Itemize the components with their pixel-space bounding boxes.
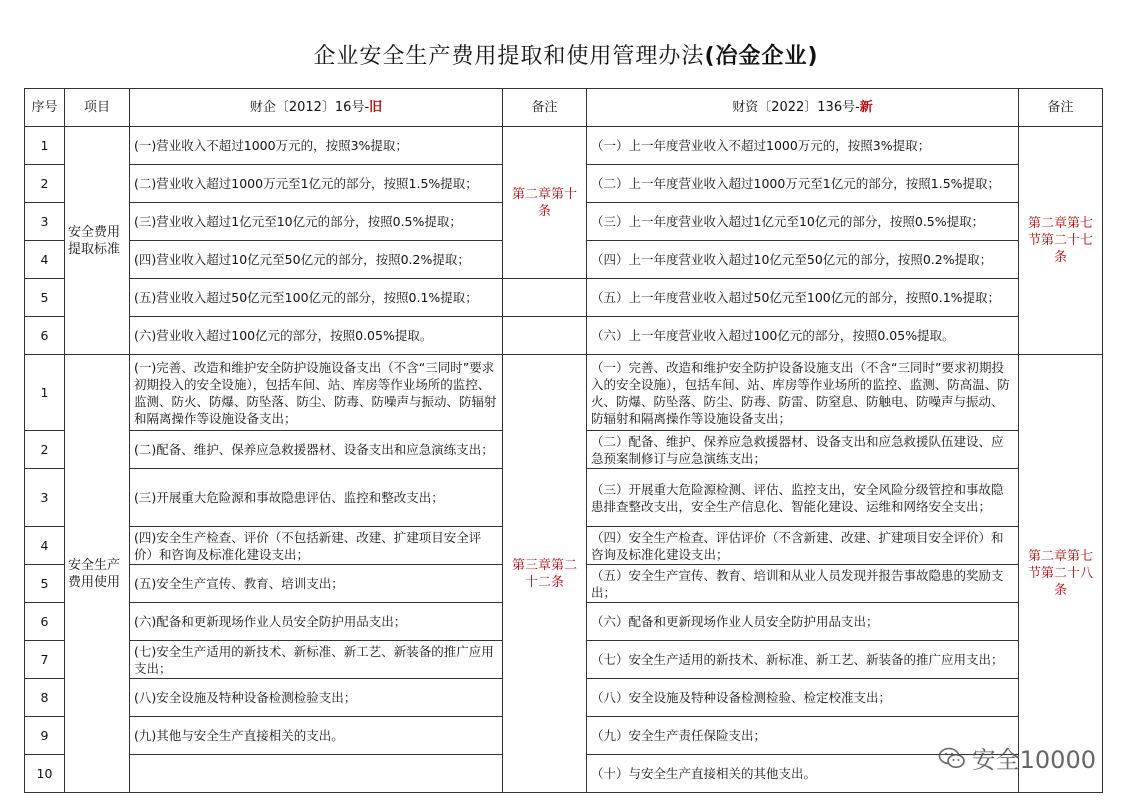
new-cell: （四）安全生产检查、评估评价（不含新建、改建、扩建项目安全评价）和咨询及标准化建设支出； (587, 527, 1019, 565)
new-cell: （五）安全生产宣传、教育、培训和从业人员发现并报告事故隐患的奖励支出； (587, 565, 1019, 603)
new-cell: （六）上一年度营业收入超过100亿元的部分，按照0.05%提取。 (587, 317, 1019, 355)
old-cell: (四)营业收入超过10亿元至50亿元的部分，按照0.2%提取； (130, 241, 503, 279)
comparison-table (24, 88, 1103, 793)
new-cell: （六）配备和更新现场作业人员安全防护用品支出； (587, 603, 1019, 641)
row-no: 10 (25, 755, 65, 793)
title-main: 企业安全生产费用提取和使用管理办法 (313, 44, 705, 69)
empty-remark (503, 317, 587, 355)
table-row (25, 127, 1103, 165)
old-cell: (六)营业收入超过100亿元的部分，按照0.05%提取。 (130, 317, 503, 355)
new-cell: （二）配备、维护、保养应急救援器材、设备支出和应急救援队伍建设、应急预案制修订与应急演练支出； (587, 431, 1019, 469)
old-cell: (四)安全生产检查、评价（不包括新建、改建、扩建项目安全评价）和咨询及标准化建设支出； (130, 527, 503, 565)
row-no: 3 (25, 469, 65, 527)
row-no: 9 (25, 717, 65, 755)
new-cell: （十）与安全生产直接相关的其他支出。 (587, 755, 1019, 793)
new-cell: （七）安全生产适用的新技术、新标准、新工艺、新装备的推广应用支出； (587, 641, 1019, 679)
old-cell (130, 755, 503, 793)
header-new-doc: 财资〔2022〕136号-新 (587, 89, 1019, 127)
row-no: 5 (25, 565, 65, 603)
old-cell: (三)营业收入超过1亿元至10亿元的部分，按照0.5%提取； (130, 203, 503, 241)
row-no: 6 (25, 317, 65, 355)
old-cell: (五)营业收入超过50亿元至100亿元的部分，按照0.1%提取； (130, 279, 503, 317)
header-remark-2: 备注 (1019, 89, 1103, 127)
new-tag: 新 (859, 100, 873, 115)
table-row (25, 355, 1103, 431)
old-cell: (五)安全生产宣传、教育、培训支出； (130, 565, 503, 603)
wechat-icon (938, 747, 966, 769)
old-cell: (八)安全设施及特种设备检测检验支出； (130, 679, 503, 717)
row-no: 7 (25, 641, 65, 679)
row-no: 6 (25, 603, 65, 641)
header-seq: 序号 (25, 89, 65, 127)
new-cell: （四）上一年度营业收入超过10亿元至50亿元的部分，按照0.2%提取； (587, 241, 1019, 279)
new-cell: （三）上一年度营业收入超过1亿元至10亿元的部分，按照0.5%提取； (587, 203, 1019, 241)
new-cell: （三）开展重大危险源检测、评估、监控支出，安全风险分级管控和事故隐患排查整改支出，安全生产信息化、智能化建设、运维和网络安全支出； (587, 469, 1019, 527)
new-cell: （九）安全生产责任保险支出； (587, 717, 1019, 755)
old-cell: (三)开展重大危险源和事故隐患评估、监控和整改支出； (130, 469, 503, 527)
section2-label: 安全生产费用使用 (65, 355, 130, 793)
section2-new-remark: 第二章第七节第二十八条 (1019, 355, 1103, 793)
old-cell: (七)安全生产适用的新技术、新标准、新工艺、新装备的推广应用支出； (130, 641, 503, 679)
row-no: 8 (25, 679, 65, 717)
row-no: 4 (25, 527, 65, 565)
section1-label: 安全费用提取标准 (65, 127, 130, 355)
old-cell: (六)配备和更新现场作业人员安全防护用品支出； (130, 603, 503, 641)
row-no: 2 (25, 431, 65, 469)
section2-old-remark: 第三章第二十二条 (503, 355, 587, 793)
old-cell: (一)完善、改造和维护安全防护设施设备支出（不含“三同时”要求初期投入的安全设施），包括车间、站、库房等作业场所的监控、监测、防火、防爆、防坠落、防尘、防毒、防噪声与振动、防辐射和隔离操作等设施设备支出； (130, 355, 503, 431)
watermark-text: 安全10000 (971, 746, 1096, 774)
old-cell: (九)其他与安全生产直接相关的支出。 (130, 717, 503, 755)
title-suffix: (冶金企业) (704, 44, 819, 69)
row-no: 1 (25, 127, 65, 165)
table-row (25, 317, 1103, 355)
row-no: 1 (25, 355, 65, 431)
new-cell: （一）上一年度营业收入不超过1000万元的，按照3%提取； (587, 127, 1019, 165)
page-title (0, 40, 1132, 74)
header-row (25, 89, 1103, 127)
table-row (25, 279, 1103, 317)
header-remark-1: 备注 (503, 89, 587, 127)
section1-old-remark: 第二章第十条 (503, 127, 587, 279)
empty-remark (503, 279, 587, 317)
row-no: 2 (25, 165, 65, 203)
header-item: 项目 (65, 89, 130, 127)
row-no: 3 (25, 203, 65, 241)
header-old-doc: 财企〔2012〕16号-旧 (130, 89, 503, 127)
new-cell: （八）安全设施及特种设备检测检验、检定校准支出； (587, 679, 1019, 717)
new-cell: （二）上一年度营业收入超过1000万元至1亿元的部分，按照1.5%提取； (587, 165, 1019, 203)
old-cell: (一)营业收入不超过1000万元的，按照3%提取； (130, 127, 503, 165)
old-tag: 旧 (369, 100, 383, 115)
row-no: 5 (25, 279, 65, 317)
old-cell: (二)配备、维护、保养应急救援器材、设备支出和应急演练支出； (130, 431, 503, 469)
new-cell: （一）完善、改造和维护安全防护设备设施支出（不含“三同时”要求初期投入的安全设施），包括车间、站、库房等作业场所的监控、监测、防高温、防火、防爆、防坠落、防尘、防毒、防雷、防窒息、防触电、防噪声与振动、防辐射和隔离操作等设施设备支出； (587, 355, 1019, 431)
section1-new-remark: 第二章第七节第二十七条 (1019, 127, 1103, 355)
row-no: 4 (25, 241, 65, 279)
new-cell: （五）上一年度营业收入超过50亿元至100亿元的部分，按照0.1%提取； (587, 279, 1019, 317)
old-cell: (二)营业收入超过1000万元至1亿元的部分，按照1.5%提取； (130, 165, 503, 203)
watermark (938, 740, 1096, 775)
